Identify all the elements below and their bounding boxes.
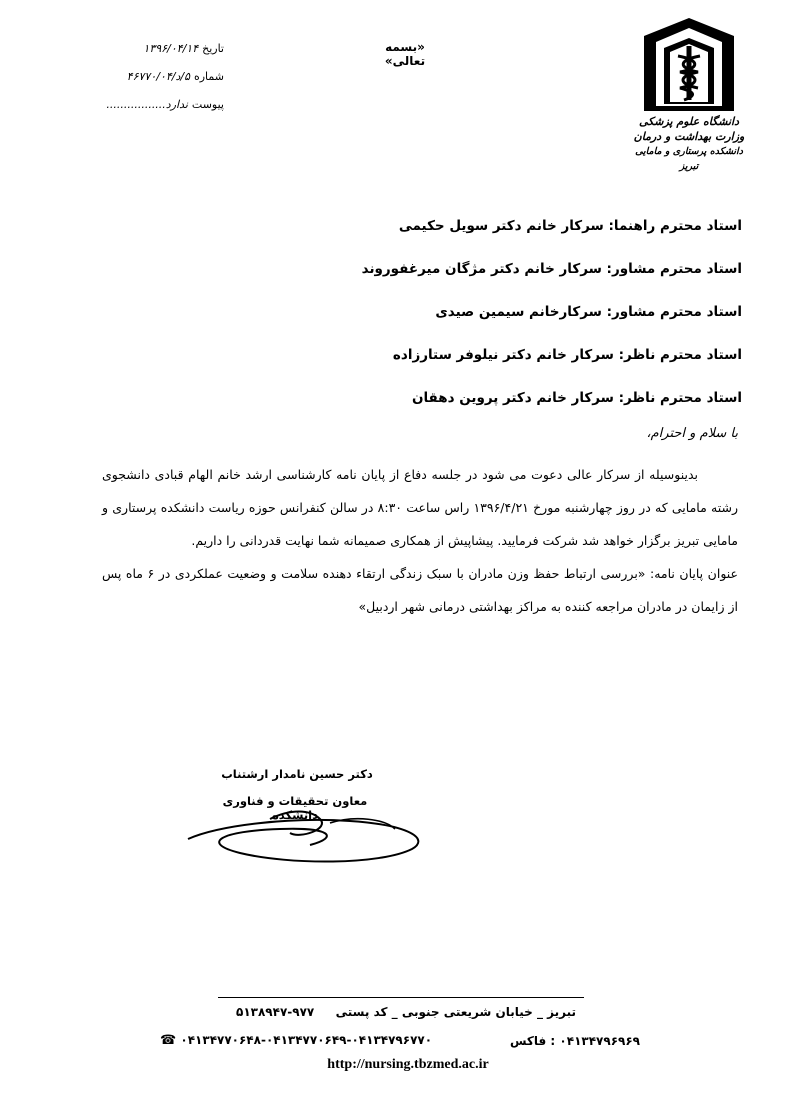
- phone-numbers: ۰۴۱۳۴۷۷۰۶۴۸-۰۴۱۳۴۷۷۰۶۴۹-۰۴۱۳۴۷۹۶۷۷۰: [180, 1033, 433, 1047]
- handwritten-signature: [180, 795, 440, 875]
- recipient-supervisor: استاد محترم راهنما: سرکار خانم دکتر سویل حکیمی: [398, 218, 742, 234]
- footer-address-row: [236, 1005, 576, 1019]
- date-label: تاریخ: [202, 42, 224, 55]
- recipient-advisor-2: استاد محترم مشاور: سرکارخانم سیمین صیدی: [435, 304, 742, 320]
- footer-postal-code: ۵۱۳۸۹۴۷-۹۷۷: [236, 1005, 315, 1019]
- signatory-role: معاون تحقیقات و فناوری دانشکده: [222, 794, 368, 822]
- fax-label: : فاکس: [509, 1033, 556, 1048]
- invitation-paragraph: بدینوسیله از سرکار عالی دعوت می شود در جلسه دفاع از پایان نامه کارشناسی ارشد خانم الهام قبادی دانشجوی رشته مامایی که در روز چهارشنبه مورخ ۱۳۹۶/۴/۲۱ راس ساعت ۸:۳۰ در سالن کنفرانس حوزه ریاست دانشکده پرستاری و مامایی تبریز برگزار خواهد شد شرکت فرمایید. پیشاپیش از همکاری صمیمانه شما نهایت قدردانی را داریم.: [102, 467, 738, 548]
- logo-line-2: وزارت بهداشت و درمان: [633, 130, 745, 143]
- fax-value: ۰۴۱۳۴۷۹۶۹۶۹: [559, 1033, 640, 1048]
- footer-divider: [218, 997, 584, 998]
- recipient-list: [42, 212, 742, 427]
- logo-caption: [630, 114, 748, 174]
- attachment-row: [84, 98, 224, 112]
- recipient-referee-2: استاد محترم ناظر: سرکار خانم دکتر پروین دهقان: [411, 390, 742, 406]
- footer-website-link[interactable]: http://nursing.tbzmed.ac.ir: [327, 1057, 489, 1072]
- emblem-icon: [634, 16, 744, 116]
- number-value: ۵/د/۴۶۷۷۰/۰۴: [126, 70, 190, 83]
- telephone-icon: ☎: [160, 1033, 177, 1048]
- basmala: «بسمه تعالی»: [384, 40, 426, 68]
- attachment-value: ندارد.................: [106, 98, 188, 111]
- logo-line-3: دانشکده پرستاری و مامایی تبریز: [635, 146, 743, 172]
- letter-body: [102, 458, 738, 623]
- number-row: [84, 70, 224, 84]
- recipient-referee-1: استاد محترم ناظر: سرکار خانم دکتر نیلوفر ستارزاده: [392, 347, 742, 363]
- number-label: شماره: [193, 70, 224, 83]
- footer-contact-row: [160, 1033, 640, 1048]
- recipient-advisor-1: استاد محترم مشاور: سرکار خانم دکتر مژگان میرغفوروند: [361, 261, 742, 277]
- attachment-label: پیوست: [191, 98, 224, 111]
- thesis-title-paragraph: عنوان پایان نامه: «بررسی ارتباط حفظ وزن مادران با سبک زندگی ارتقاء دهنده سلامت و وضعیت عملکردی در ۶ ماه پس از زایمان در مادران مراجعه کننده به مراکز بهداشتی درمانی شهر اردبیل»: [102, 566, 739, 614]
- greeting: با سلام و احترام،: [646, 426, 738, 441]
- footer-address: تبریز _ خیابان شریعتی جنوبی _ کد پستی: [335, 1005, 576, 1019]
- date-row: [84, 42, 224, 56]
- footer-fax: [510, 1034, 640, 1048]
- signatory-name: دکتر حسین نامدار ارشتناب: [221, 767, 373, 781]
- logo-line-1: دانشگاه علوم پزشکی: [639, 115, 739, 128]
- footer-phones: [160, 1033, 432, 1048]
- date-value: ۱۳۹۶/۰۴/۱۴: [143, 42, 199, 55]
